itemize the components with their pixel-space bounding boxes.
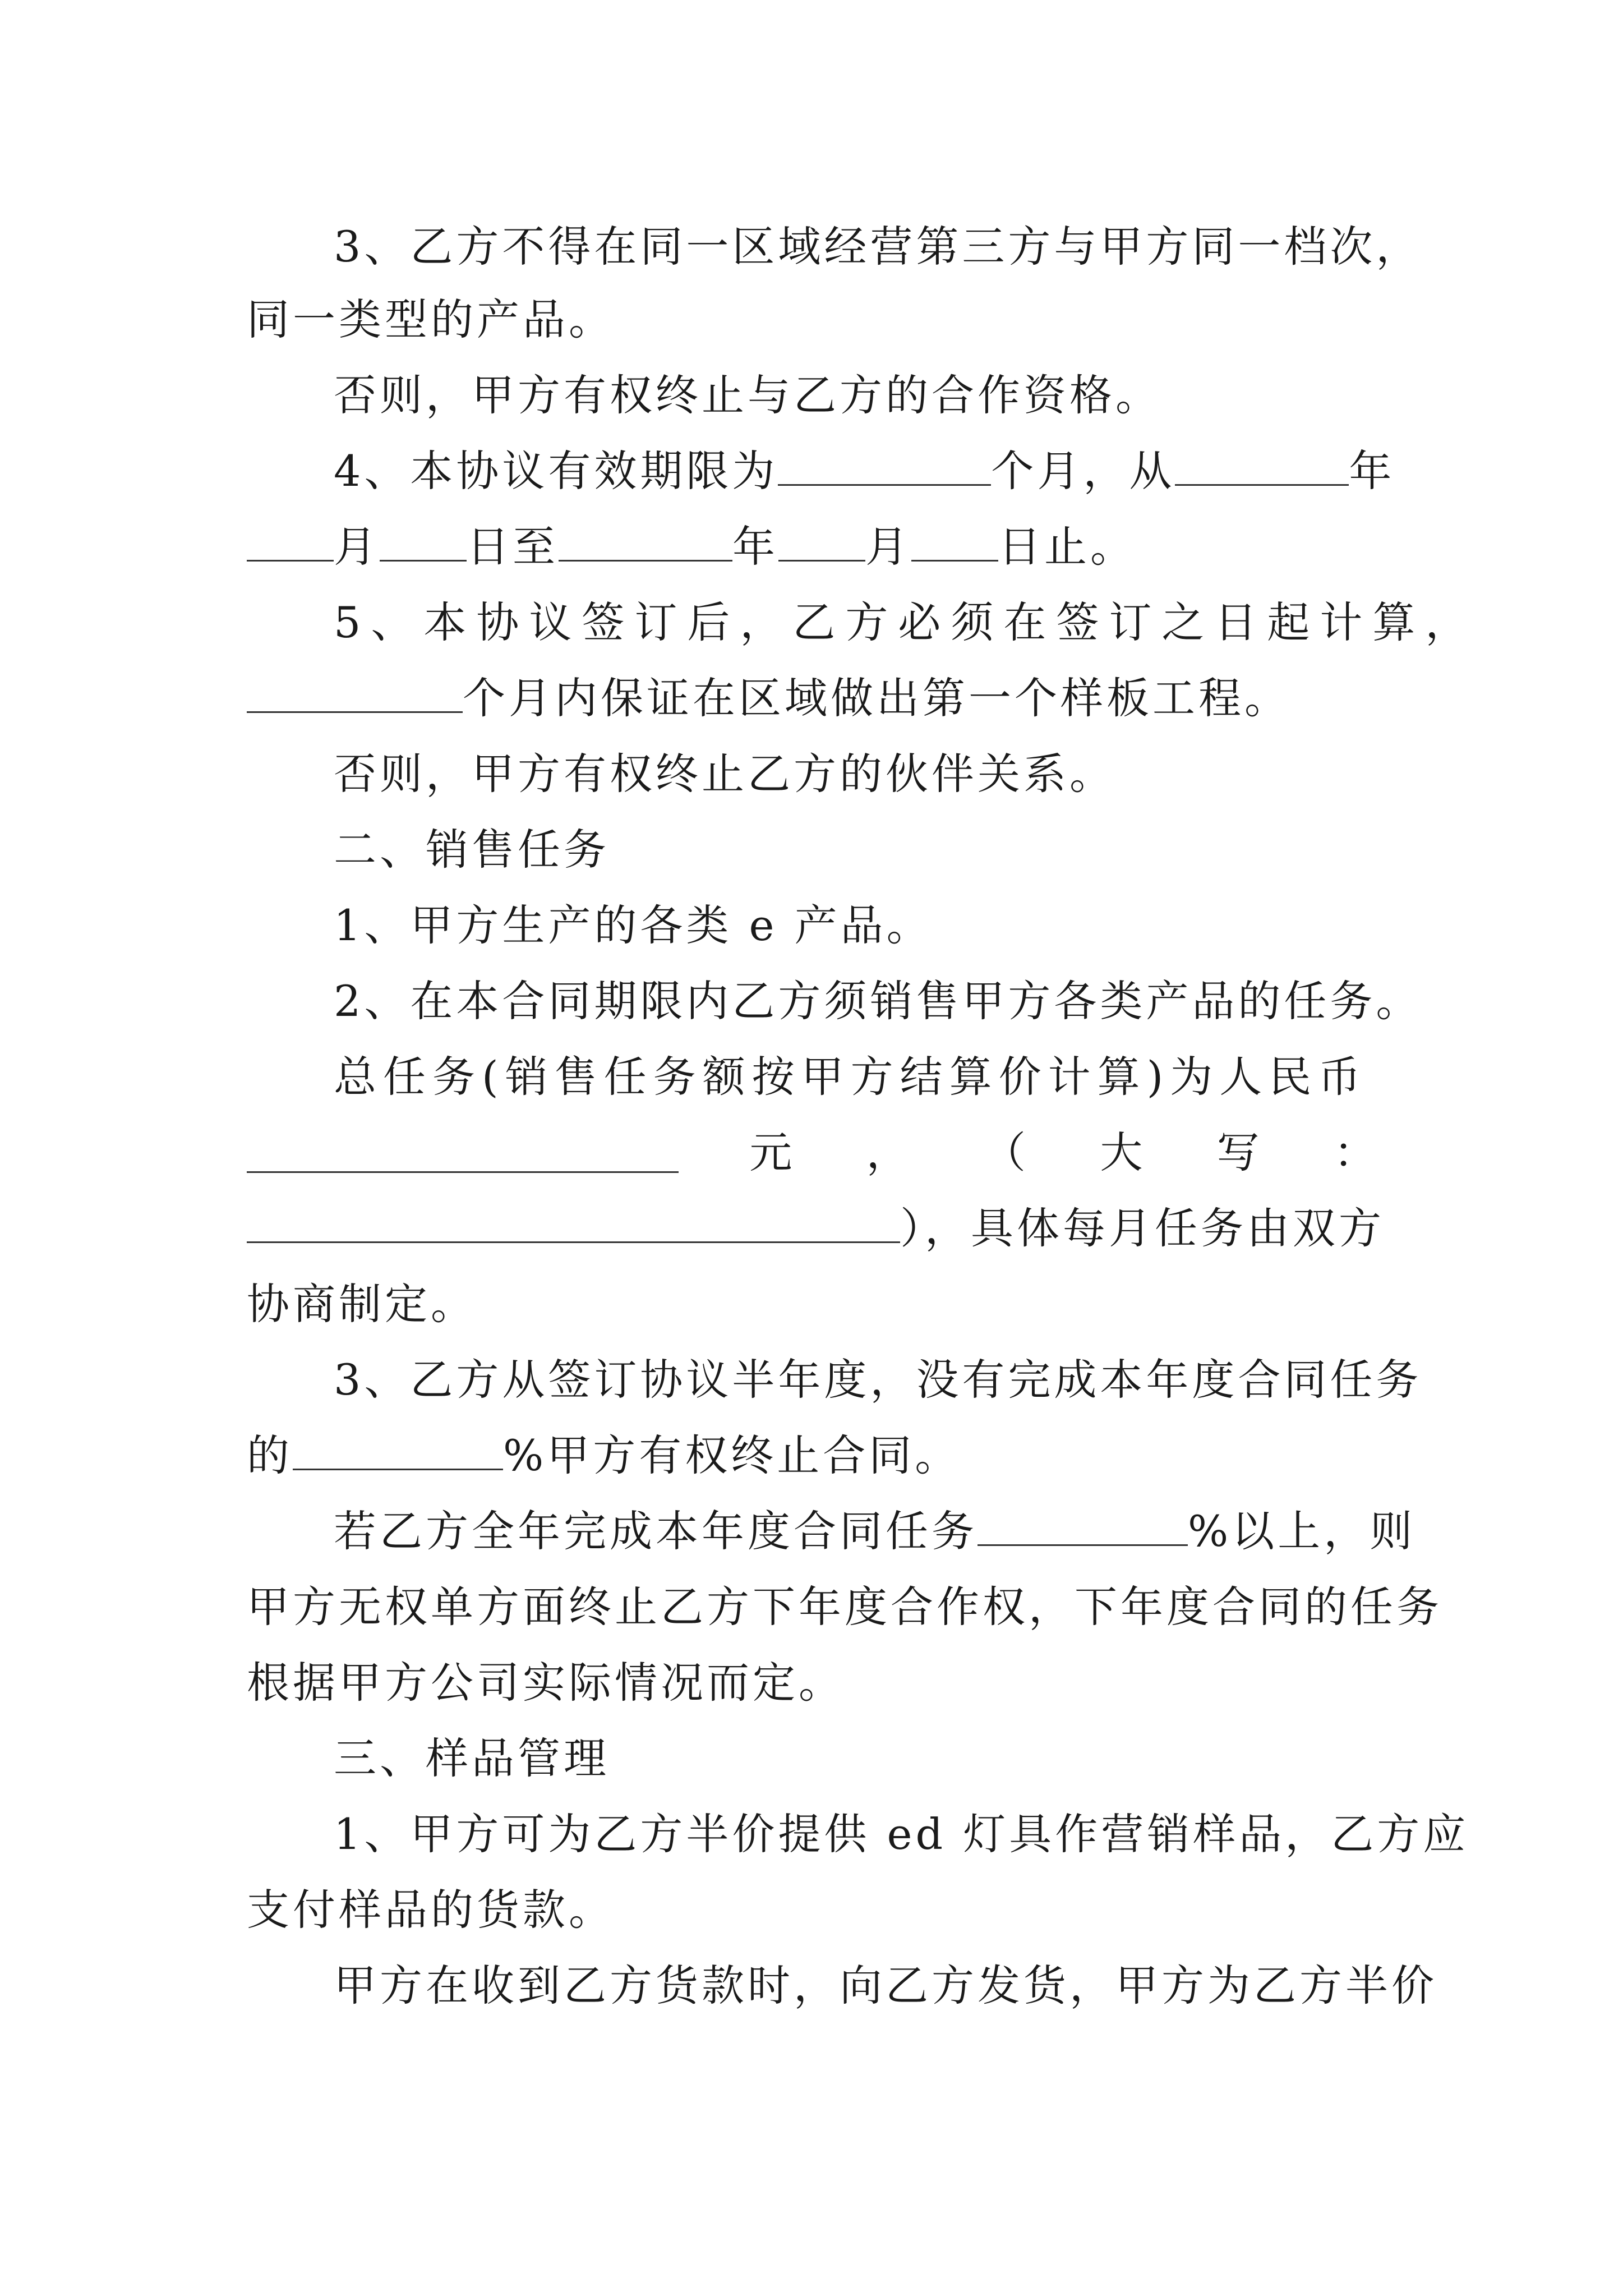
- section-2-item-3-line-1: 3、乙方从签订协议半年度，没有完成本年度合同任务: [334, 1355, 1422, 1405]
- clause-3-consequence: 否则，甲方有权终止与乙方的合作资格。: [334, 370, 1161, 420]
- colon-label: ：: [1333, 1128, 1380, 1177]
- amount-capital-text: ），具体每月任务由双方: [900, 1203, 1385, 1253]
- amount-line: [247, 1114, 1380, 1192]
- clause-4-to-label: 日至: [467, 522, 559, 572]
- section-2-completion-line-2: 甲方无权单方面终止乙方下年度合作权，下年度合同的任务: [247, 1582, 1442, 1632]
- blank-amount-capital-field[interactable]: [247, 1203, 900, 1243]
- blank-months-field[interactable]: [778, 446, 991, 486]
- section-3-item-1-line-3: 甲方在收到乙方货款时，向乙方发货，甲方为乙方半价: [334, 1961, 1437, 2010]
- clause-4-text-b: 个月，从: [991, 446, 1175, 496]
- section-2-item-3-text: %甲方有权终止合同。: [503, 1430, 961, 1480]
- blank-amount-field[interactable]: [247, 1133, 679, 1172]
- blank-end-day-field[interactable]: [911, 522, 998, 562]
- clause-4-month-label-2: 月: [865, 522, 911, 572]
- clause-4-text-a: 4、本协议有效期限为: [334, 446, 778, 496]
- da-label: 大: [1100, 1128, 1146, 1177]
- blank-completion-percent-field[interactable]: [978, 1506, 1188, 1546]
- section-2-item-2: 2、在本合同期限内乙方须销售甲方各类产品的任务。: [334, 976, 1422, 1026]
- completion-text-a: 若乙方全年完成本年度合同任务: [334, 1506, 978, 1556]
- blank-end-month-field[interactable]: [778, 522, 865, 562]
- clause-3-line-1: 3、乙方不得在同一区域经营第三方与甲方同一档次，: [334, 222, 1422, 272]
- comma-label: ，: [866, 1128, 912, 1177]
- section-2-total-task-line: 总任务(销售任务额按甲方结算价计算)为人民币: [334, 1052, 1368, 1102]
- blank-start-year-field[interactable]: [1175, 446, 1349, 486]
- section-3-heading: 三、样品管理: [334, 1733, 610, 1783]
- de-label: 的: [247, 1430, 293, 1480]
- negotiation-line: 协商制定。: [247, 1279, 477, 1329]
- open-paren-label: （: [983, 1128, 1029, 1177]
- section-2-heading: 二、销售任务: [334, 825, 610, 875]
- clause-5-consequence: 否则，甲方有权终止乙方的伙伴关系。: [334, 749, 1115, 799]
- section-3-item-1-line-1: 1、甲方可为乙方半价提供 ed 灯具作营销样品，乙方应: [334, 1809, 1469, 1859]
- section-2-completion-line-3: 根据甲方公司实际情况而定。: [247, 1658, 845, 1708]
- clause-5-line-1: 5、本协议签订后，乙方必须在签订之日起计算，: [334, 597, 1478, 647]
- section-2-item-1: 1、甲方生产的各类 e 产品。: [334, 900, 933, 950]
- section-2-item-3-line-2: [247, 1416, 1380, 1495]
- blank-start-month-field[interactable]: [247, 522, 334, 562]
- amount-capital-line: [247, 1189, 1385, 1268]
- clause-4-text-c: 年: [1349, 446, 1395, 496]
- clause-4-year-label: 年: [732, 522, 778, 572]
- clause-3-line-2: 同一类型的产品。: [247, 295, 615, 344]
- section-2-completion-line: [334, 1492, 1416, 1571]
- blank-percent-field[interactable]: [293, 1430, 503, 1470]
- clause-4-end-label: 日止。: [998, 522, 1136, 572]
- xie-label: 写: [1216, 1128, 1263, 1177]
- completion-text-b: %以上，则: [1188, 1506, 1416, 1556]
- clause-4-line-2: [247, 508, 1380, 586]
- blank-sample-months-field[interactable]: [247, 673, 463, 713]
- clause-5-line-2: [247, 659, 1380, 738]
- currency-yuan-label: 元: [749, 1128, 796, 1177]
- blank-end-year-field[interactable]: [559, 522, 732, 562]
- blank-start-day-field[interactable]: [380, 522, 467, 562]
- clause-4-month-label: 月: [334, 522, 380, 572]
- clause-5-text: 个月内保证在区域做出第一个样板工程。: [463, 673, 1290, 723]
- section-3-item-1-line-2: 支付样品的货款。: [247, 1885, 615, 1935]
- clause-4-line-1: [334, 432, 1395, 510]
